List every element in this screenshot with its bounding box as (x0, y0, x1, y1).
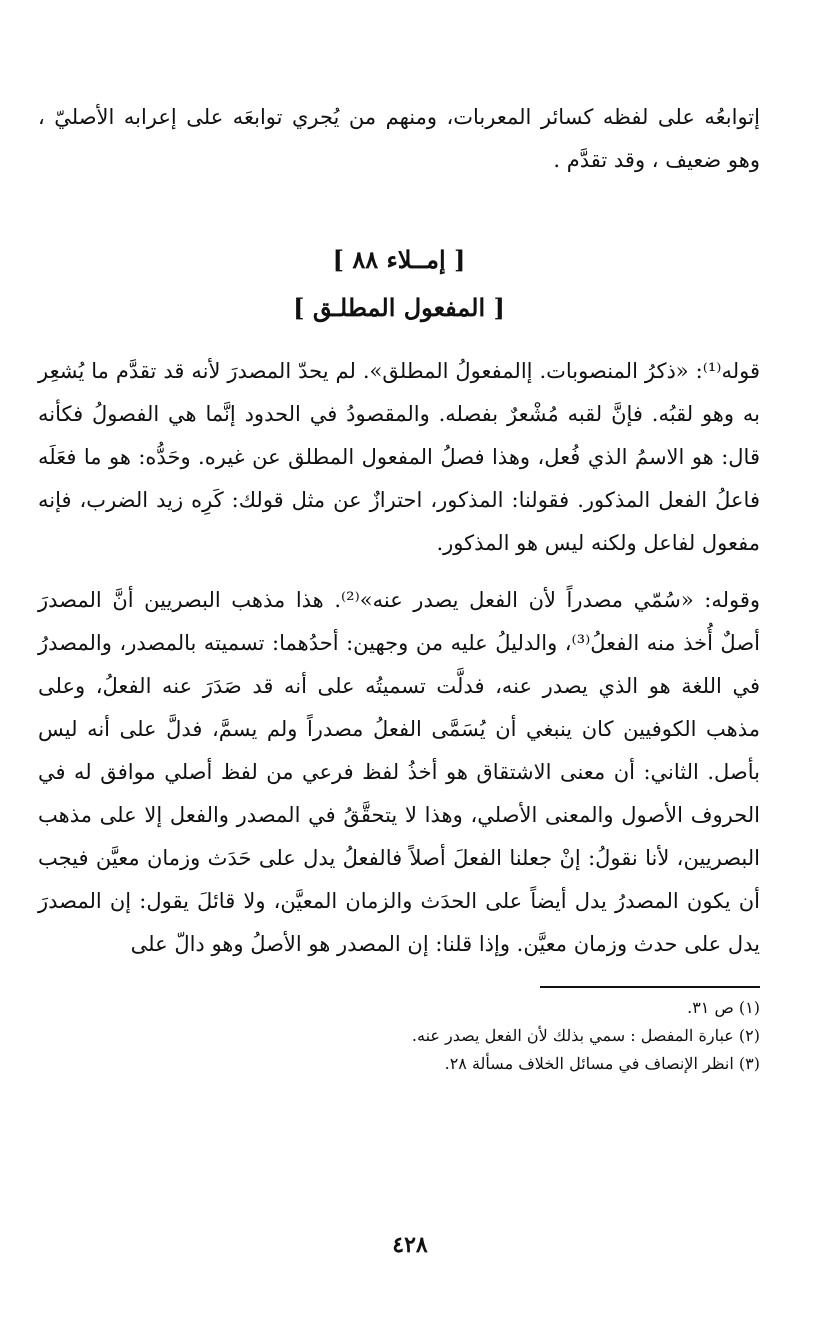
section-number: [ إمــلاء ٨٨ ] (332, 245, 466, 274)
body-paragraph: قوله⁽¹⁾: «ذكرُ المنصوبات. إالمفعولُ المطلق». لم يحدّ المصدرَ لأنه قد تقدَّم ما يُشعِر به وهو لقبُه. فإنَّ لقبه مُشْعرٌ بفصله. والمقصودُ في الحدود إنَّما هي الفصولُ فكأنه قال: هو الاسمُ الذي فُعل، وهذا فصلُ المفعول المطلق عن غيره. وحَدُّه: هو ما فعَلَه فاعلُ الفعل المذكور. فقولنا: المذكور، احترازٌ عن مثل قولك: كَرِه زيد الضرب، فإنه مفعول لفاعل ولكنه ليس هو المذكور. (38, 359, 760, 555)
footnote: (٢) عبارة المفصل : سمي بذلك لأن الفعل يصدر عنه. (411, 1026, 760, 1045)
body-paragraph: وقوله: «سُمّي مصدراً لأن الفعل يصدر عنه»⁽²⁾. هذا مذهب البصريين أنَّ المصدرَ أصلٌ أُخذ منه الفعلُ⁽³⁾، والدليلُ عليه من وجهين: أحدُهما: تسميته بالمصدر، والمصدرُ في اللغة هو الذي يصدر عنه، فدلَّت تسميتُه على أنه قد صَدَرَ عنه الفعلُ، وعلى مذهب الكوفيين كان ينبغي أن يُسَمَّى الفعلُ مصدراً ولم يسمَّ، فدلَّ على أنه ليس بأصل. الثاني: أن معنى الاشتقاق هو أخذُ لفظ فرعي من لفظ أصلي موافق له في الحروف الأصول والمعنى الأصلي، وهذا لا يتحقَّقُ في المصدر والفعل إلا على مذهب البصريين، لأنا نقولُ: إنْ جعلنا الفعلَ أصلاً فالفعلُ يدل على حَدَث وزمان معيَّن فيجب أن يكون المصدرُ يدل أيضاً على الحدَث والزمان المعيَّن، ولا قائلَ يقول: إن المصدرَ يدل على حدث وزمان معيَّن. وإذا قلنا: إن المصدر هو الأصلُ وهو دالّ على (38, 588, 761, 956)
footnote-divider (540, 986, 760, 988)
page-number: ٤٢٨ (392, 1232, 428, 1258)
top-paragraph: إتوابعُه على لفظه كسائر المعربات، ومنهم من يُجري توابعَه على إعرابه الأصليّ ، وهو ضعيف ، وقد تقدَّم . (38, 105, 760, 172)
page-body (38, 96, 760, 1078)
section-title: [ المفعول المطلـق ] (293, 293, 505, 322)
footnote: (١) ص ٣١. (687, 998, 760, 1017)
footnote: (٣) انظر الإنصاف في مسائل الخلاف مسألة ٢٨. (444, 1054, 760, 1073)
